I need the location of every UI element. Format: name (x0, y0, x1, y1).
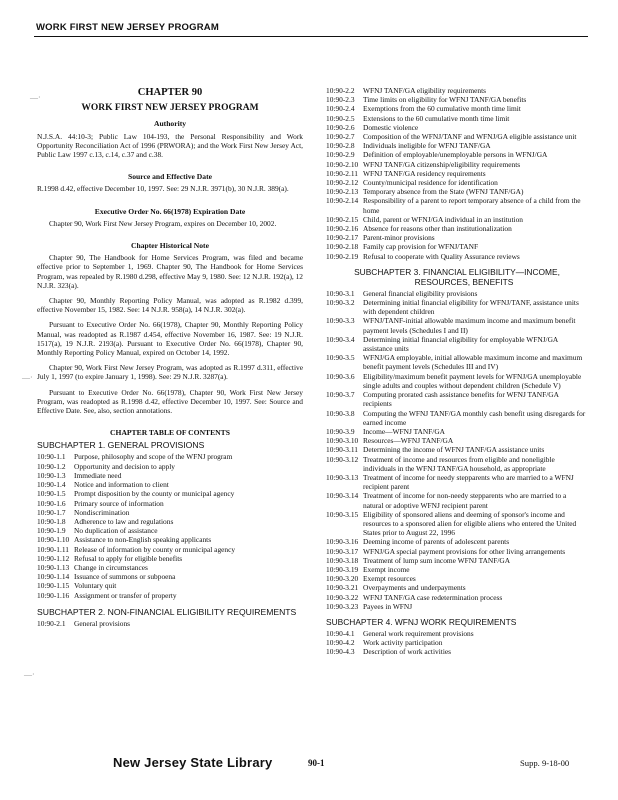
toc-entry: 10:90-1.11 Release of information by county or municipal agency (37, 544, 236, 554)
expiration-text: Chapter 90, Work First New Jersey Program, expires on December 10, 2002. (49, 218, 277, 228)
toc-entry: 10:90-2.5 Extensions to the 60 cumulative month time limit (326, 113, 510, 123)
toc-entry: 10:90-1.4 Notice and information to client (37, 480, 169, 490)
toc-entry: 10:90-1.5 Prompt disposition by the county or municipal agency (37, 489, 235, 499)
toc-entry: 10:90-3.5 WFNJ/GA employable, initial allowable maximum income and maximum benefit payment levels (Schedules III and IV) (326, 353, 583, 372)
historical-note-heading: Chapter Historical Note (131, 241, 209, 251)
toc-entry: 10:90-1.15 Voluntary quit (37, 581, 117, 591)
toc-entry: 10:90-3.4 Determining initial financial eligibility for employable WFNJ/GA assistance units (326, 334, 558, 354)
toc-entry: 10:90-1.14 Issuance of summons or subpoena (37, 572, 176, 582)
toc-entry: 10:90-3.22 WFNJ TANF/GA case redetermination process (326, 592, 503, 602)
toc-entry: 10:90-1.9 No duplication of assistance (37, 526, 158, 536)
left-column (37, 86, 303, 628)
toc-entry: 10:90-3.17 WFNJ/GA special payment provisions for other living arrangements (326, 546, 566, 556)
toc-entry: 10:90-2.10 WFNJ TANF/GA citizenship/eligibility requirements (326, 159, 521, 169)
historical-note-paragraph: Chapter 90, The Handbook for Home Services Program, was filed and became effective prior to September 1, 1969. Chapter 90, The Handbook for Home Services Program, was repealed by R.1980 d.298, effective May 9, 1980. See: 12 N.J.R. 192(a), 12 N.J.R. 323(a). (37, 253, 303, 290)
toc-entry: 10:90-3.9 Income—WFNJ TANF/GA (326, 426, 445, 436)
toc-entry: 10:90-1.6 Primary source of information (37, 498, 164, 508)
toc-entry: 10:90-2.16 Absence for reasons other than institutionalization (326, 224, 512, 234)
subchapter-4-list (326, 629, 588, 657)
toc-entry: 10:90-2.3 Time limits on eligibility for WFNJ TANF/GA benefits (326, 95, 527, 105)
subchapter-3-heading: SUBCHAPTER 3. FINANCIAL ELIGIBILITY—INCOME, RESOURCES, BENEFITS (354, 266, 560, 287)
margin-mark: —· (24, 670, 35, 679)
header-rule (34, 36, 588, 37)
toc-entry: 10:90-2.11 WFNJ TANF/GA residency requirements (326, 168, 486, 178)
toc-entry: 10:90-1.3 Immediate need (37, 470, 122, 480)
toc-entry: 10:90-2.17 Parent-minor provisions (326, 233, 435, 243)
toc-entry: 10:90-2.6 Domestic violence (326, 122, 419, 132)
chapter-number: CHAPTER 90 (137, 87, 203, 98)
toc-entry: 10:90-3.16 Deeming income of parents of adolescent parents (326, 537, 510, 547)
expiration-heading: Executive Order No. 66(1978) Expiration Date (94, 206, 246, 216)
toc-entry: 10:90-3.1 General financial eligibility provisions (326, 288, 478, 298)
historical-note-paragraph: Pursuant to Executive Order No. 66(1978), Chapter 90, Work First New Jersey Program, was readopted as R.1998 d.42, effective December 10, 1997. See: Source and Effective Date. See, also, section annotations. (37, 387, 303, 416)
margin-mark: —· (30, 93, 41, 102)
page-number: 90-1 (308, 758, 325, 768)
historical-note-paragraph: Chapter 90, Monthly Reporting Policy Manual, was adopted as R.1982 d.399, effective November 15, 1982. See: 14 N.J.R. 958(a), 14 N.J.R. 302(a). (37, 296, 303, 315)
toc-entry: 10:90-2.15 Child, parent or WFNJ/GA individual in an institution (326, 214, 523, 224)
toc-entry: 10:90-4.2 Work activity participation (326, 638, 443, 648)
toc-entry: 10:90-3.7 Computing prorated cash assistance benefits for WFNJ TANF/GA recipients (326, 390, 559, 409)
toc-entry: 10:90-3.2 Determining initial financial eligibility for WFNJ/TANF, assistance units with dependent children (326, 298, 579, 317)
toc-entry: 10:90-1.10 Assistance to non-English speaking applicants (37, 535, 212, 545)
toc-entry: 10:90-3.19 Exempt income (326, 564, 410, 574)
toc-entry: 10:90-2.19 Refusal to cooperate with Quality Assurance reviews (326, 251, 520, 261)
toc-entry: 10:90-2.2 WFNJ TANF/GA eligibility requirements (326, 86, 487, 95)
toc-entry: 10:90-2.7 Composition of the WFNJ/TANF and WFNJ/GA eligible assistance unit (326, 132, 577, 142)
toc-entry: 10:90-3.13 Treatment of income for needy stepparents who are married to a WFNJ recipient parent (326, 472, 574, 492)
toc-entry: 10:90-2.1 General provisions (37, 618, 131, 628)
toc-entry: 10:90-3.20 Exempt resources (326, 574, 416, 584)
toc-entry: 10:90-2.14 Responsibility of a parent to report temporary absence of a child from the home (326, 196, 581, 215)
supplement-date: Supp. 9-18-00 (520, 758, 570, 768)
running-header: WORK FIRST NEW JERSEY PROGRAM (36, 22, 219, 33)
toc-entry: 10:90-3.6 Eligibility/maximum benefit payment levels for WFNJ/GA unemployable single adults and couples without dependent children (Schedule V) (326, 371, 582, 390)
toc-entry: 10:90-2.8 Individuals ineligible for WFNJ TANF/GA (326, 141, 491, 151)
toc-entry: 10:90-3.15 Eligibility of sponsored aliens and deeming of sponsor's income and resources to a sponsored alien for eligible aliens who entered the United States prior to August 22, 1996 (326, 509, 577, 538)
source-text: R.1998 d.42, effective December 10, 1997. See: 29 N.J.R. 3971(b), 30 N.J.R. 389(a). (37, 184, 289, 194)
subchapter-3-list (326, 289, 588, 611)
library-watermark: New Jersey State Library (113, 755, 273, 770)
historical-note-paragraph: Chapter 90, Work First New Jersey Program, was adopted as R.1997 d.311, effective July 1, 1997 (to expire January 1, 1998). See: 29 N.J.R. 3287(a). (37, 363, 303, 382)
source-heading: Source and Effective Date (127, 172, 212, 182)
toc-entry: 10:90-3.14 Treatment of income for non-needy stepparents who are married to a natural or adoptive WFNJ recipient parent (326, 491, 567, 510)
toc-entry: 10:90-3.12 Treatment of income and resources from eligible and noneligible individuals in the WFNJ TANF/GA household, as appropriate (326, 454, 555, 473)
toc-entry: 10:90-2.12 County/municipal residence for identification (326, 178, 498, 188)
margin-mark: —· (22, 373, 33, 382)
right-column (326, 86, 588, 657)
authority-text: N.J.S.A. 44:10-3; Public Law 104-193, the Personal Responsibility and Work Opportunity Reconciliation Act of 1996 (PRWORA); and the Work First New Jersey Act, Public Law 1997 c.13, c.14, c.37 and c.38. (37, 131, 303, 160)
toc-entry: 10:90-2.9 Definition of employable/unemployable persons in WFNJ/GA (326, 150, 548, 160)
toc-entry: 10:90-3.8 Computing the WFNJ TANF/GA monthly cash benefit using disregards for earned income (326, 408, 586, 427)
subchapter-2-heading: SUBCHAPTER 2. NON-FINANCIAL ELIGIBILITY REQUIREMENTS (37, 606, 297, 617)
toc-entry: 10:90-2.13 Temporary absence from the State (WFNJ TANF/GA) (326, 187, 524, 197)
authority-heading: Authority (153, 119, 187, 129)
toc-entry: 10:90-3.3 WFNJ/TANF-initial allowable maximum income and maximum benefit payment levels (Schedules I and II) (326, 316, 576, 335)
toc-entry: 10:90-3.18 Treatment of lump sum income WFNJ TANF/GA (326, 555, 511, 565)
toc-entry: 10:90-3.21 Overpayments and underpayments (326, 583, 466, 593)
toc-entry: 10:90-4.1 General work requirement provisions (326, 628, 474, 638)
subchapter-2-list (326, 86, 588, 261)
toc-entry: 10:90-1.8 Adherence to law and regulations (37, 516, 174, 526)
toc-entry: 10:90-3.10 Resources—WFNJ TANF/GA (326, 436, 454, 446)
toc-entry: 10:90-2.18 Family cap provision for WFNJ/TANF (326, 242, 479, 252)
toc-entry: 10:90-2.4 Exemptions from the 60 cumulative month time limit (326, 104, 521, 114)
subchapter-4-heading: SUBCHAPTER 4. WFNJ WORK REQUIREMENTS (326, 616, 517, 627)
toc-entry: 10:90-1.2 Opportunity and decision to apply (37, 461, 175, 471)
toc-entry: 10:90-3.23 Payees in WFNJ (326, 601, 413, 611)
historical-note-paragraph: Pursuant to Executive Order No. 66(1978), Chapter 90, Monthly Reporting Policy Manual, was readopted as R.1987 d.454, effective November 16, 1987. See: 19 N.J.R. 1517(a), 19 N.J.R. 2193(a). Pursuant to Executive Order No. 66(1978), Chapter 90, Monthly Reporting Policy Manual, expired on October 14, 1992. (37, 320, 303, 358)
toc-entry: 10:90-4.3 Description of work activities (326, 647, 452, 657)
toc-entry: 10:90-1.7 Nondiscrimination (37, 507, 130, 517)
toc-entry: 10:90-1.1 Purpose, philosophy and scope of the WFNJ program (37, 452, 233, 462)
toc-entry: 10:90-1.13 Change in circumstances (37, 562, 148, 572)
toc-entry: 10:90-1.16 Assignment or transfer of property (37, 590, 177, 600)
page-footer (0, 755, 618, 771)
chapter-title: WORK FIRST NEW JERSEY PROGRAM (81, 103, 259, 114)
toc-entry: 10:90-1.12 Refusal to apply for eligible benefits (37, 553, 183, 563)
subchapter-1-list (37, 452, 303, 599)
toc-entry: 10:90-3.11 Determining the income of WFNJ TANF/GA assistance units (326, 445, 545, 455)
toc-heading: CHAPTER TABLE OF CONTENTS (110, 428, 230, 438)
subchapter-1-heading: SUBCHAPTER 1. GENERAL PROVISIONS (37, 440, 205, 451)
